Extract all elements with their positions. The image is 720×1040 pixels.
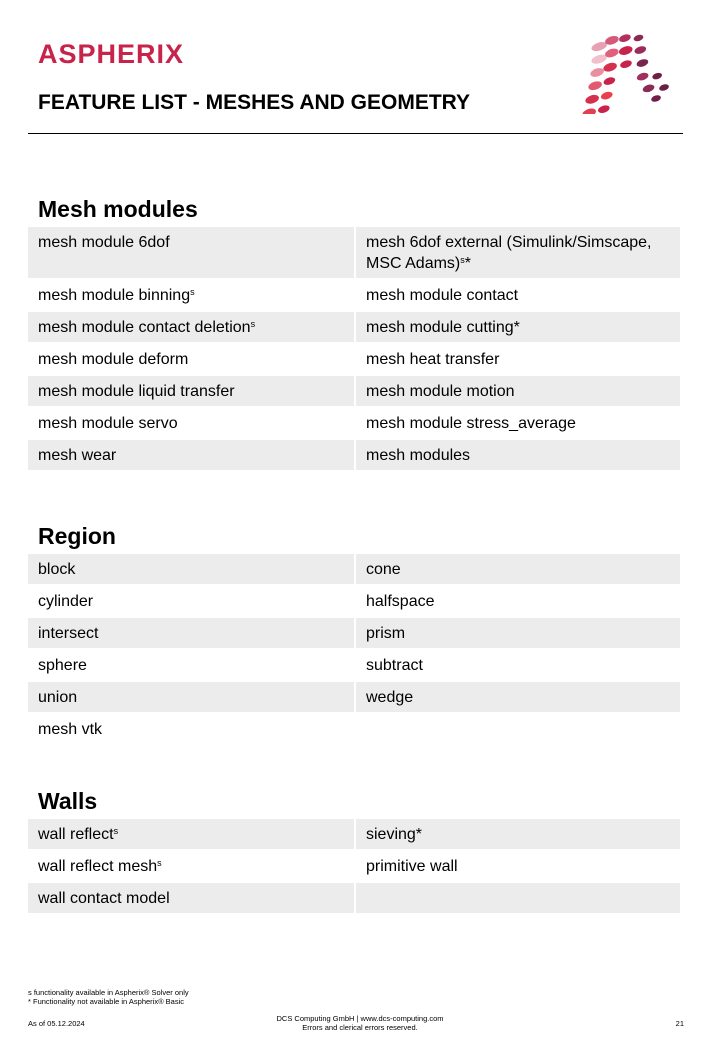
solver-only-marker: s — [157, 858, 162, 868]
page-title: FEATURE LIST - MESHES AND GEOMETRY — [38, 91, 471, 114]
page-number: 21 — [675, 1019, 684, 1028]
table-row — [28, 650, 680, 680]
footnotes — [28, 988, 189, 1006]
company-info — [200, 1014, 520, 1032]
table-row — [28, 714, 680, 744]
table-row — [28, 227, 680, 278]
feature-table — [28, 552, 680, 746]
feature-cell: intersect — [28, 618, 356, 648]
table-row — [28, 408, 680, 438]
table-row — [28, 554, 680, 584]
feature-cell: block — [28, 554, 356, 584]
feature-cell: mesh module contact deletion$^s$ — [28, 312, 356, 342]
feature-cell: mesh wear — [28, 440, 356, 470]
solver-only-marker: s — [113, 826, 119, 836]
feature-cell: wall reflect$^s$ — [28, 819, 356, 849]
errors-disclaimer: Errors and clerical errors reserved. — [302, 1023, 418, 1032]
feature-cell: subtract — [366, 657, 423, 674]
solver-only-marker: s — [190, 287, 195, 297]
table-row — [28, 883, 680, 913]
aspherix-logo-icon — [560, 30, 676, 114]
feature-cell: mesh module servo — [38, 415, 178, 432]
feature-cell: mesh module contact — [366, 287, 519, 304]
section-title: Region — [38, 523, 116, 549]
table-row — [28, 586, 680, 616]
table-row — [28, 819, 680, 849]
section-title: Walls — [38, 788, 98, 814]
table-row — [28, 440, 680, 470]
table-row — [28, 618, 680, 648]
feature-cell: mesh module deform — [38, 351, 189, 368]
header-divider — [28, 133, 683, 134]
feature-cell: mesh module stress_average — [366, 415, 576, 432]
section-walls — [28, 787, 680, 915]
feature-cell: sphere — [38, 657, 87, 674]
table-row — [28, 344, 680, 374]
feature-cell: mesh module liquid transfer — [28, 376, 356, 406]
feature-cell: sieving* — [356, 819, 680, 849]
feature-cell: halfspace — [366, 593, 435, 610]
feature-cell: mesh vtk — [38, 721, 103, 738]
feature-cell: mesh module motion — [356, 376, 680, 406]
table-row — [28, 312, 680, 342]
feature-cell: cone — [356, 554, 680, 584]
feature-cell: union — [28, 682, 356, 712]
feature-cell: wall reflect mesh$^s$ — [38, 858, 162, 875]
feature-cell: primitive wall — [366, 858, 458, 875]
table-row — [28, 280, 680, 310]
feature-cell: prism — [356, 618, 680, 648]
section-region — [28, 522, 680, 746]
table-row — [28, 376, 680, 406]
feature-cell — [356, 883, 680, 913]
feature-cell: mesh heat transfer — [366, 351, 500, 368]
feature-table — [28, 225, 680, 472]
table-row — [28, 851, 680, 881]
feature-cell: wall contact model — [28, 883, 356, 913]
table-row — [28, 682, 680, 712]
feature-cell: wedge — [356, 682, 680, 712]
as-of-date: As of 05.12.2024 — [28, 1019, 85, 1028]
footnote-solver-only: s functionality available in Aspherix® Solver only — [28, 988, 189, 997]
company-line: DCS Computing GmbH | www.dcs-computing.com — [276, 1014, 444, 1023]
feature-cell: mesh module cutting* — [356, 312, 680, 342]
solver-only-marker: s — [460, 255, 465, 265]
feature-cell — [356, 714, 680, 744]
solver-only-marker: s — [250, 319, 256, 329]
footnote-not-in-basic: * Functionality not available in Aspherix® Basic — [28, 997, 185, 1006]
feature-cell: mesh 6dof external (Simulink/Simscape, MSC Adams)$^s$* — [356, 227, 680, 278]
feature-table — [28, 817, 680, 915]
feature-cell: cylinder — [38, 593, 94, 610]
feature-cell: mesh module binning$^s$ — [38, 287, 195, 304]
feature-cell: mesh modules — [356, 440, 680, 470]
feature-cell: mesh module 6dof — [28, 227, 356, 278]
brand-wordmark: ASPHERIX — [38, 39, 185, 69]
section-mesh-modules — [28, 195, 680, 472]
section-title: Mesh modules — [38, 196, 198, 222]
